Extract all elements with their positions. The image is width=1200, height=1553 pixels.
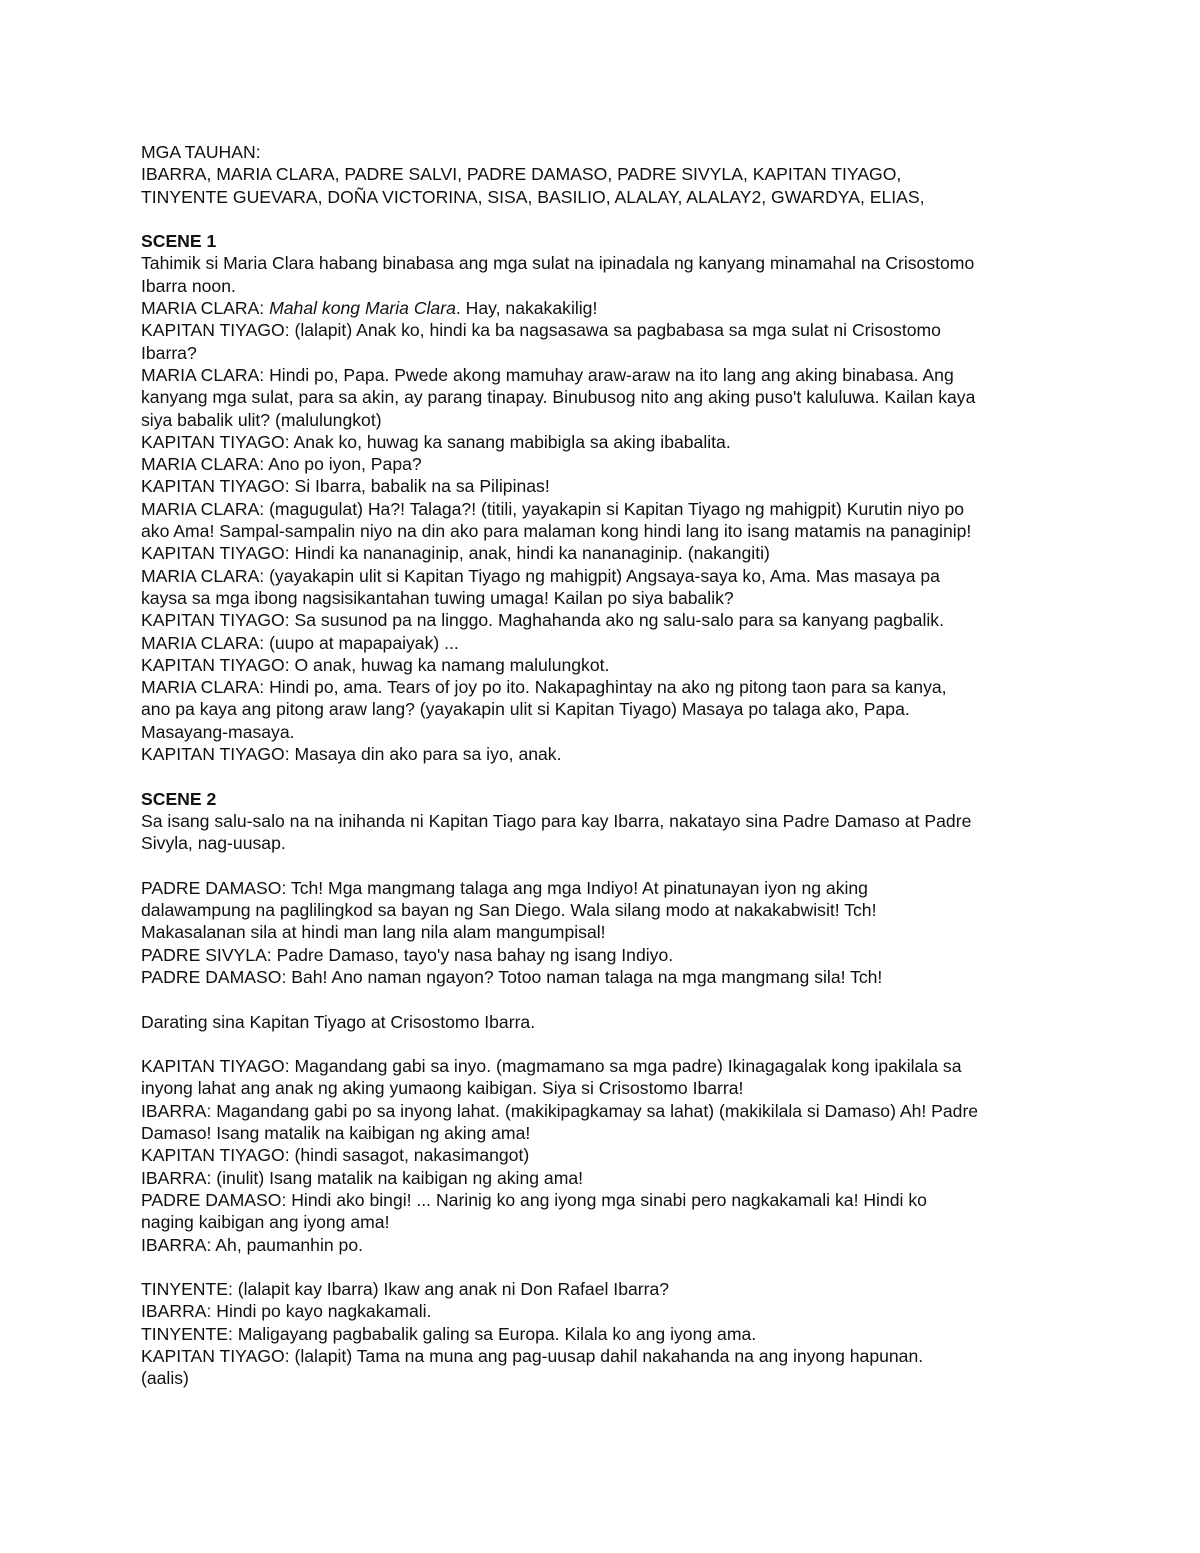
scene-1 xyxy=(141,230,1066,765)
scene-1-dialogue xyxy=(141,319,1066,765)
stage-direction: Sa isang salu-salo na na inihanda ni Kapitan Tiago para kay Ibarra, nakatayo sina Padre Damaso at Padre xyxy=(141,810,972,831)
stage-direction: Darating sina Kapitan Tiyago at Crisostomo Ibarra. xyxy=(141,1011,536,1032)
dialogue-line: ako Ama! Sampal-sampalin niyo na din ako para malaman kong hindi lang ito isang matamis na panaginip! xyxy=(141,521,972,542)
cast-list-line: TINYENTE GUEVARA, DOÑA VICTORINA, SISA, BASILIO, ALALAY, ALALAY2, GWARDYA, ELIAS, xyxy=(141,186,925,207)
dialogue-block xyxy=(141,1278,1066,1389)
blank-line xyxy=(141,988,1066,1010)
dialogue-line: MARIA CLARA: (magugulat) Ha?! Talaga?! (titili, yayakapin si Kapitan Tiyago ng mahigpit) Kurutin niyo po xyxy=(141,498,965,519)
cast-section xyxy=(141,141,1066,208)
dialogue-line: kaysa sa mga ibong nagsisikantahan tuwing umaga! Kailan po siya babalik? xyxy=(141,587,734,608)
blank-line xyxy=(141,765,1066,787)
dialogue-line: KAPITAN TIYAGO: (lalapit) Tama na muna ang pag-uusap dahil nakahanda na ang inyong hapunan. xyxy=(141,1346,924,1367)
dialogue-line: naging kaibigan ang iyong ama! xyxy=(141,1212,390,1233)
dialogue-line: IBARRA: (inulit) Isang matalik na kaibigan ng aking ama! xyxy=(141,1167,584,1188)
dialogue-line: KAPITAN TIYAGO: (lalapit) Anak ko, hindi ka ba nagsasawa sa pagbabasa sa mga sulat ni Crisostomo xyxy=(141,320,941,341)
dialogue-line: KAPITAN TIYAGO: Si Ibarra, babalik na sa Pilipinas! xyxy=(141,476,550,497)
letter-quote: Mahal kong Maria Clara xyxy=(269,298,456,319)
dialogue-line: MARIA CLARA: Ano po iyon, Papa? xyxy=(141,454,422,475)
dialogue-line: kanyang mga sulat, para sa akin, ay parang tinapay. Binubusog nito ang aking puso't kaluluwa. Kailan kaya xyxy=(141,387,976,408)
stage-direction: Tahimik si Maria Clara habang binabasa ang mga sulat na ipinadala ng kanyang minamahal na Crisostomo xyxy=(141,253,975,274)
dialogue-line: TINYENTE: (lalapit kay Ibarra) Ikaw ang anak ni Don Rafael Ibarra? xyxy=(141,1279,670,1300)
dialogue-block xyxy=(141,1055,1066,1256)
dialogue-line: MARIA CLARA: (uupo at mapapaiyak) ... xyxy=(141,632,459,653)
blank-line xyxy=(141,855,1066,877)
dialogue-line: KAPITAN TIYAGO: Sa susunod pa na linggo. Maghahanda ako ng salu-salo para sa kanyang pagbalik. xyxy=(141,610,944,631)
dialogue-line: MARIA CLARA: (yayakapin ulit si Kapitan Tiyago ng mahigpit) Angsaya-saya ko, Ama. Mas masaya pa xyxy=(141,565,940,586)
cast-list-line: IBARRA, MARIA CLARA, PADRE SALVI, PADRE DAMASO, PADRE SIVYLA, KAPITAN TIYAGO, xyxy=(141,164,902,185)
dialogue-line xyxy=(141,297,1066,319)
stage-direction: Ibarra noon. xyxy=(141,275,236,296)
dialogue-line: PADRE DAMASO: Bah! Ano naman ngayon? Totoo naman talaga na mga mangmang sila! Tch! xyxy=(141,966,883,987)
dialogue-line: MARIA CLARA: Hindi po, Papa. Pwede akong mamuhay araw-araw na ito lang ang aking binabasa. Ang xyxy=(141,364,954,385)
blank-line xyxy=(141,1256,1066,1278)
dialogue-line: KAPITAN TIYAGO: Anak ko, huwag ka sanang mabibigla sa aking ibabalita. xyxy=(141,431,731,452)
dialogue-line: ano pa kaya ang pitong araw lang? (yayakapin ulit si Kapitan Tiyago) Masaya po talaga ako, Papa. xyxy=(141,699,910,720)
dialogue-line: KAPITAN TIYAGO: Hindi ka nananaginip, anak, hindi ka nananaginip. (nakangiti) xyxy=(141,543,770,564)
dialogue-line: PADRE SIVYLA: Padre Damaso, tayo'y nasa bahay ng isang Indiyo. xyxy=(141,944,674,965)
dialogue-line: IBARRA: Hindi po kayo nagkakamali. xyxy=(141,1301,432,1322)
stage-direction: Sivyla, nag-uusap. xyxy=(141,833,286,854)
document-page xyxy=(141,141,1066,1390)
dialogue-line: KAPITAN TIYAGO: (hindi sasagot, nakasimangot) xyxy=(141,1145,530,1166)
dialogue-line: dalawampung na paglilingkod sa bayan ng San Diego. Wala silang modo at nakakabwisit! Tch! xyxy=(141,900,877,921)
dialogue-text: . Hay, nakakakilig! xyxy=(455,298,598,319)
dialogue-line: KAPITAN TIYAGO: Magandang gabi sa inyo. (magmamano sa mga padre) Ikinagagalak kong ipakilala sa xyxy=(141,1056,962,1077)
dialogue-line: Masayang-masaya. xyxy=(141,721,295,742)
dialogue-line: inyong lahat ang anak ng aking yumaong kaibigan. Siya si Crisostomo Ibarra! xyxy=(141,1078,744,1099)
dialogue-line: PADRE DAMASO: Tch! Mga mangmang talaga ang mga Indiyo! At pinatunayan iyon ng aking xyxy=(141,877,868,898)
dialogue-line: TINYENTE: Maligayang pagbabalik galing sa Europa. Kilala ko ang iyong ama. xyxy=(141,1323,757,1344)
scene-heading: SCENE 1 xyxy=(141,231,217,252)
dialogue-line: siya babalik ulit? (malulungkot) xyxy=(141,409,382,430)
scene-2 xyxy=(141,788,1066,1390)
dialogue-line: Damaso! Isang matalik na kaibigan ng aking ama! xyxy=(141,1123,531,1144)
speaker: MARIA CLARA: xyxy=(141,298,270,319)
dialogue-line: IBARRA: Ah, paumanhin po. xyxy=(141,1234,364,1255)
blank-line xyxy=(141,208,1066,230)
dialogue-line: PADRE DAMASO: Hindi ako bingi! ... Narinig ko ang iyong mga sinabi pero nagkakamali ka! Hindi ko xyxy=(141,1189,927,1210)
dialogue-block xyxy=(141,877,1066,988)
blank-line xyxy=(141,1033,1066,1055)
scene-heading: SCENE 2 xyxy=(141,788,217,809)
cast-label: MGA TAUHAN: xyxy=(141,142,261,162)
dialogue-line: IBARRA: Magandang gabi po sa inyong lahat. (makikipagkamay sa lahat) (makikilala si Damaso) Ah! Padre xyxy=(141,1100,979,1121)
stage-direction-block xyxy=(141,1011,1066,1033)
dialogue-line: KAPITAN TIYAGO: O anak, huwag ka namang malulungkot. xyxy=(141,654,610,675)
dialogue-line: (aalis) xyxy=(141,1368,189,1389)
dialogue-line: KAPITAN TIYAGO: Masaya din ako para sa iyo, anak. xyxy=(141,744,562,765)
dialogue-line: Makasalanan sila at hindi man lang nila alam mangumpisal! xyxy=(141,922,606,943)
dialogue-line: MARIA CLARA: Hindi po, ama. Tears of joy po ito. Nakapaghintay na ako ng pitong taon para sa kanya, xyxy=(141,677,947,698)
dialogue-line: Ibarra? xyxy=(141,342,197,363)
